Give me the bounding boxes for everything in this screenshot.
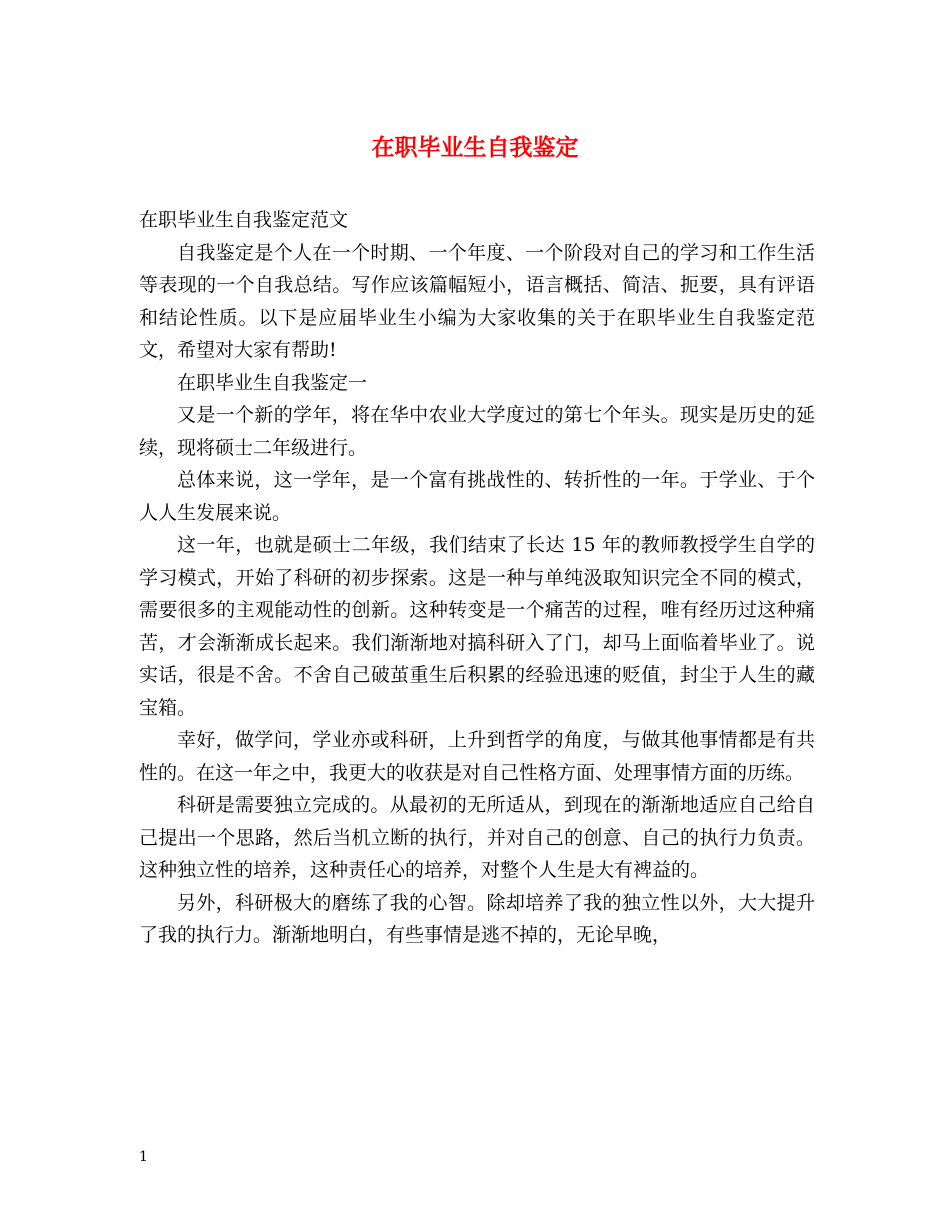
subtitle-paragraph: 在职毕业生自我鉴定范文 bbox=[139, 209, 349, 231]
document-body bbox=[139, 204, 815, 952]
section-heading: 在职毕业生自我鉴定一 bbox=[177, 371, 368, 394]
body-paragraph: 这一年，也就是硕士二年级，我们结束了长达 15 年的教师教授学生自学的学习模式，开始了科研的初步探索。这是一种与单纯汲取知识完全不同的模式，需要很多的主观能动性的创新。这种转变是一个痛苦的过程，唯有经历过这种痛苦，才会渐渐成长起来。我们渐渐地对搞科研入了门，却马上面临着毕业了。说实话，很是不舍。不舍自己破茧重生后积累的经验迅速的贬值，封尘于人生的藏宝箱。 bbox=[139, 534, 815, 719]
page-number: 1 bbox=[139, 1149, 148, 1165]
body-paragraph: 总体来说，这一学年，是一个富有挑战性的、转折性的一年。于学业、于个人人生发展来说。 bbox=[139, 469, 815, 524]
body-paragraph: 自我鉴定是个人在一个时期、一个年度、一个阶段对自己的学习和工作生活等表现的一个自我总结。写作应该篇幅短小，语言概括、简洁、扼要，具有评语和结论性质。以下是应届毕业生小编为大家收集的关于在职毕业生自我鉴定范文，希望对大家有帮助! bbox=[139, 241, 815, 361]
body-paragraph: 又是一个新的学年，将在华中农业大学度过的第七个年头。现实是历史的延续，现将硕士二年级进行。 bbox=[139, 404, 815, 459]
body-paragraph: 另外，科研极大的磨练了我的心智。除却培养了我的独立性以外，大大提升了我的执行力。渐渐地明白，有些事情是逃不掉的，无论早晚， bbox=[139, 891, 815, 946]
body-paragraph: 科研是需要独立完成的。从最初的无所适从，到现在的渐渐地适应自己给自己提出一个思路，然后当机立断的执行，并对自己的创意、自己的执行力负责。这种独立性的培养，这种责任心的培养，对整个人生是大有裨益的。 bbox=[139, 794, 815, 881]
body-paragraph: 幸好，做学问，学业亦或科研，上升到哲学的角度，与做其他事情都是有共性的。在这一年之中，我更大的收获是对自己性格方面、处理事情方面的历练。 bbox=[139, 729, 815, 784]
document-title: 在职毕业生自我鉴定 bbox=[371, 134, 579, 161]
